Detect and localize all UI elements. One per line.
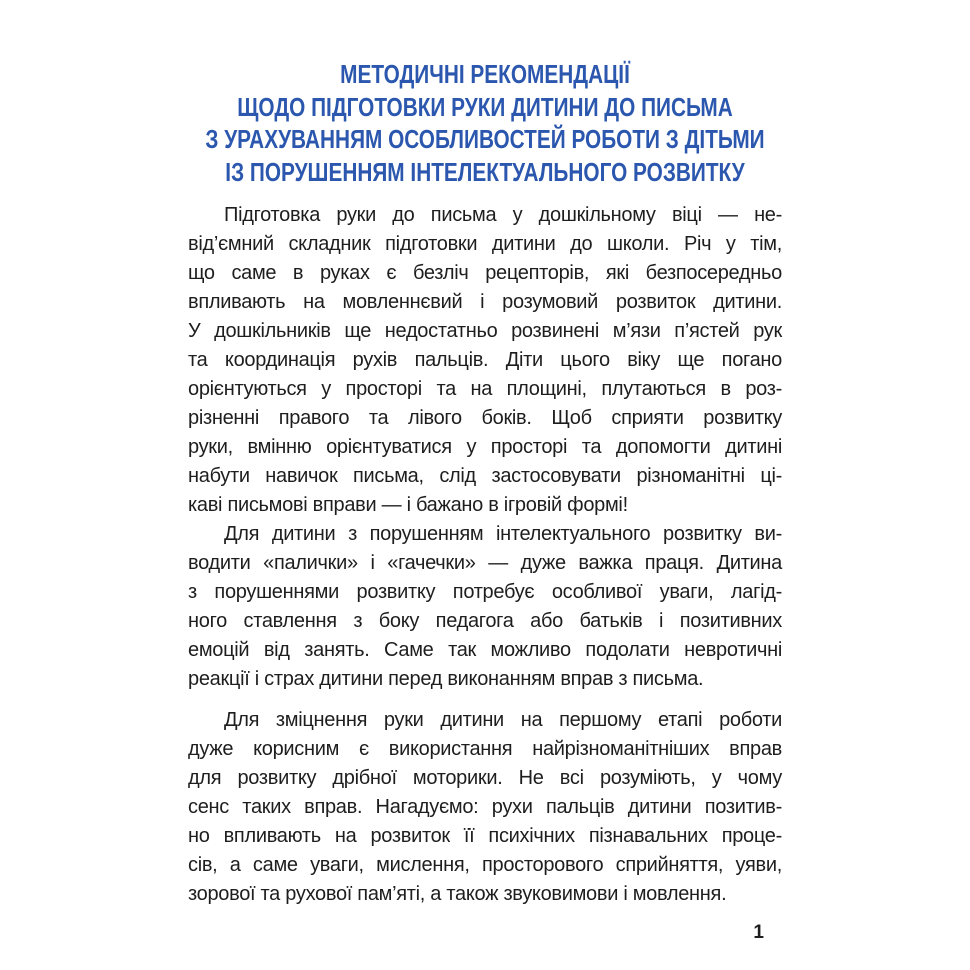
text-line: впливають на мовленнєвий і розумовий розвиток дитини. <box>188 291 782 313</box>
title-line-1: МЕТОДИЧНІ РЕКОМЕНДАЦІЇ <box>340 59 630 89</box>
body-text <box>188 201 782 909</box>
text-line: що саме в руках є безліч рецепторів, які безпосередньо <box>188 262 782 284</box>
text-line: каві письмові вправи — і бажано в ігровій формі! <box>188 494 628 516</box>
paragraph-2 <box>188 520 782 694</box>
text-line: для розвитку дрібної моторики. Не всі розуміють, у чому <box>188 767 782 789</box>
text-line: емоцій від занять. Саме так можливо подолати невротичні <box>188 639 782 661</box>
text-line: різненні правого та лівого боків. Щоб сприяти розвитку <box>188 407 782 429</box>
page-title <box>0 58 970 188</box>
text-line: з порушеннями розвитку потребує особливої уваги, лагід- <box>188 581 782 603</box>
text-line: набути навичок письма, слід застосовувати різноманітні ці- <box>188 465 782 487</box>
text-line: руки, вмінню орієнтуватися у просторі та допомогти дитині <box>188 436 782 458</box>
page-number: 1 <box>753 922 764 943</box>
text-line: орієнтуються у просторі та на площині, плутаються в роз- <box>188 378 782 400</box>
text-line: Для дитини з порушенням інтелектуального розвитку ви- <box>224 523 782 545</box>
title-line-2: ЩОДО ПІДГОТОВКИ РУКИ ДИТИНИ ДО ПИСЬМА <box>237 91 733 122</box>
paragraph-1 <box>188 201 782 520</box>
text-line: сенс таких вправ. Нагадуємо: рухи пальців дитини позитив- <box>188 796 782 818</box>
text-line: від’ємний складник підготовки дитини до школи. Річ у тім, <box>188 233 782 255</box>
text-line: водити «палички» і «гачечки» — дуже важка праця. Дитина <box>188 552 782 574</box>
text-line: зорової та рухової пам’яті, а також звуковимови і мовлення. <box>188 883 727 905</box>
paragraph-3 <box>188 706 782 909</box>
text-line: сів, а саме уваги, мислення, просторового сприйняття, уяви, <box>188 854 782 876</box>
text-line: но впливають на розвиток її психічних пізнавальних проце- <box>188 825 782 847</box>
text-line: реакції і страх дитини перед виконанням вправ з письма. <box>188 668 704 690</box>
text-line: У дошкільників ще недостатньо розвинені м’язи п’ястей рук <box>188 320 782 342</box>
text-line: ного ставлення з боку педагога або батьків і позитивних <box>188 610 782 632</box>
text-line: та координація рухів пальців. Діти цього віку ще погано <box>188 349 782 371</box>
book-page <box>0 58 970 970</box>
text-line: Для зміцнення руки дитини на першому етапі роботи <box>224 709 782 731</box>
title-line-4: ІЗ ПОРУШЕННЯМ ІНТЕЛЕКТУАЛЬНОГО РОЗВИТКУ <box>225 156 745 187</box>
title-line-3: З УРАХУВАННЯМ ОСОБЛИВОСТЕЙ РОБОТИ З ДІТЬМИ <box>205 124 765 154</box>
text-line: дуже корисним є використання найрізноманітніших вправ <box>188 738 782 760</box>
text-line: Підготовка руки до письма у дошкільному віці — не- <box>224 204 782 226</box>
